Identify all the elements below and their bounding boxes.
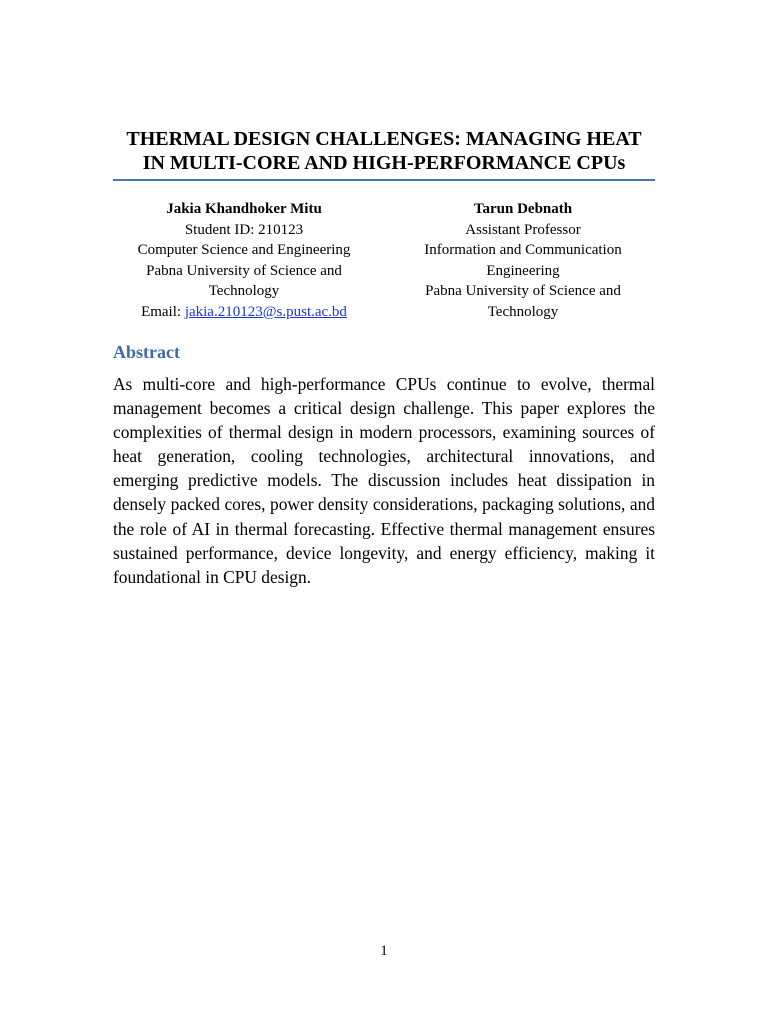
author-name: Jakia Khandhoker Mitu bbox=[166, 201, 322, 217]
abstract-text: As multi-core and high-performance CPUs continue to evolve, thermal management becomes a critical design challenge. This paper explores the complexities of thermal design in modern processors, examining sources of heat generation, cooling technologies, architectural innovations, and emerging predictive models. The discussion includes heat dissipation in densely packed cores, power density considerations, packaging solutions, and the role of AI in thermal forecasting. Effective thermal management ensures sustained performance, device longevity, and energy efficiency, making it foundational in CPU design. bbox=[113, 374, 655, 587]
author-department: Computer Science and Engineering bbox=[137, 242, 351, 259]
author-email-line bbox=[114, 302, 374, 323]
author-student-id: Student ID: 210123 bbox=[184, 221, 304, 238]
abstract-heading: Abstract bbox=[113, 342, 180, 362]
author-department-line-1: Information and Communication bbox=[424, 242, 622, 259]
page-number: 1 bbox=[380, 943, 388, 959]
author-department-line-2: Engineering bbox=[486, 262, 560, 279]
title-divider bbox=[113, 179, 655, 181]
paper-title-line-1: THERMAL DESIGN CHALLENGES: MANAGING HEAT bbox=[126, 128, 642, 150]
author-university-line-1: Pabna University of Science and bbox=[425, 283, 621, 300]
paper-title-line-2: IN MULTI-CORE AND HIGH-PERFORMANCE CPUs bbox=[142, 152, 626, 174]
author-block-second bbox=[393, 199, 653, 323]
author-university-line-2: Technology bbox=[208, 283, 280, 300]
author-block-first bbox=[114, 199, 374, 323]
paper-title bbox=[113, 127, 655, 175]
author-university-line-2: Technology bbox=[487, 303, 559, 320]
author-position: Assistant Professor bbox=[465, 221, 581, 238]
email-label: Email: bbox=[141, 303, 185, 320]
author-email-link[interactable]: jakia.210123@s.pust.ac.bd bbox=[184, 303, 347, 320]
author-university-line-1: Pabna University of Science and bbox=[146, 262, 342, 279]
author-name: Tarun Debnath bbox=[473, 201, 573, 217]
